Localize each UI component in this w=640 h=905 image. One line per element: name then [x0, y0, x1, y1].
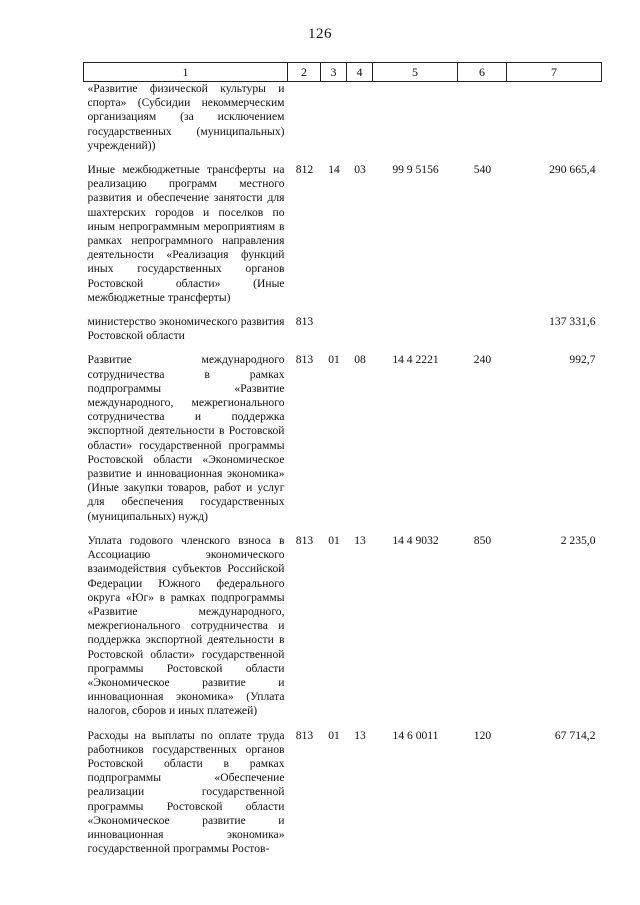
row-amount: 290 665,4: [549, 163, 596, 177]
row-expense-type: 120: [473, 728, 492, 742]
budget-table: [83, 62, 602, 856]
row-subsection: 13: [354, 728, 366, 742]
row-ministry-code: 813: [295, 315, 314, 329]
table-row: [84, 82, 602, 164]
page-number: 126: [308, 26, 332, 42]
row-subsection: 03: [354, 163, 366, 177]
row-expense-type: [458, 82, 507, 164]
row-amount: [507, 82, 602, 164]
column-header-4: 4: [347, 63, 373, 82]
table-row: [84, 534, 602, 729]
row-subsection: [347, 315, 373, 353]
row-description: Иные межбюджетные трансферты на реализацию программ местного развития и обеспечение занятости для шахтерских городов и поселков по иным непрограммным мероприятиям в рамках непрограммного направления деятельности «Реализация функций иных государственных органов Ростовской области» (Иные межбюджетные трансферты): [87, 163, 285, 304]
row-ministry-code: 813: [295, 533, 314, 547]
column-header-2: 2: [288, 63, 321, 82]
column-header-6: 6: [458, 63, 507, 82]
row-section: [321, 82, 347, 164]
row-expense-type: [458, 315, 507, 353]
table-row: [84, 353, 602, 533]
row-section: 01: [328, 353, 340, 367]
row-section: 14: [328, 163, 340, 177]
row-target-article: [373, 82, 458, 164]
row-description: Уплата годового членского взноса в Ассоциацию экономического взаимодействия субъектов Российской Федерации Южного федерального округа «Юг» в рамках подпрограммы «Развитие международного, межрегионального сотрудничества и поддержка экспортной деятельности в Ростовской области» государственной программы Ростовской области «Экономическое развитие и инновационная экономика» (Уплата налогов, сборов и иных платежей): [87, 533, 285, 718]
row-section: 01: [328, 728, 340, 742]
row-subsection: 13: [354, 533, 366, 547]
row-amount: 137 331,6: [549, 315, 596, 329]
row-ministry-code: 813: [295, 728, 314, 742]
row-subsection: [347, 82, 373, 164]
row-target-article: [373, 315, 458, 353]
column-header-5: 5: [373, 63, 458, 82]
row-description: Расходы на выплаты по оплате труда работников государственных органов Ростовской области в рамках подпрограммы «Обеспечение реализации государственной программы Ростовской области «Экономическое развитие и инновационная экономика» государственной программы Ростов-: [87, 728, 285, 856]
column-header-3: 3: [321, 63, 347, 82]
row-description: Развитие международного сотрудничества в рамках подпрограммы «Развитие международного, межрегионального сотрудничества и поддержка экспортной деятельности в Ростовской области» государственной программы Ростовской области «Экономическое развитие и инновационная экономика» (Иные закупки товаров, работ и услуг для обеспечения государственных (муниципальных) нужд): [87, 353, 285, 523]
row-target-article: 14 6 0011: [392, 728, 439, 742]
row-description: «Развитие физической культуры и спорта» (Субсидии некоммерческим организациям (за исключением государственных (муниципальных) учреждений)): [87, 82, 285, 152]
table-row: [84, 315, 602, 353]
table-header-row: [84, 63, 602, 82]
row-subsection: 08: [354, 353, 366, 367]
column-header-1: 1: [84, 63, 288, 82]
row-target-article: 14 4 2221: [392, 353, 439, 367]
row-ministry-code: 812: [295, 163, 314, 177]
table-row: [84, 729, 602, 857]
row-target-article: 14 4 9032: [392, 533, 439, 547]
row-amount: 992,7: [569, 353, 596, 367]
column-header-7: 7: [507, 63, 602, 82]
row-expense-type: 850: [473, 533, 492, 547]
row-amount: 2 235,0: [560, 533, 596, 547]
row-expense-type: 540: [473, 163, 492, 177]
row-section: [321, 315, 347, 353]
table-row: [84, 163, 602, 315]
row-target-article: 99 9 5156: [392, 163, 439, 177]
row-ministry-code: 813: [295, 353, 314, 367]
row-description: министерство экономического развития Ростовской области: [87, 315, 285, 343]
row-expense-type: 240: [473, 353, 492, 367]
row-ministry-code: [288, 82, 321, 164]
row-section: 01: [328, 533, 340, 547]
row-amount: 67 714,2: [554, 728, 596, 742]
